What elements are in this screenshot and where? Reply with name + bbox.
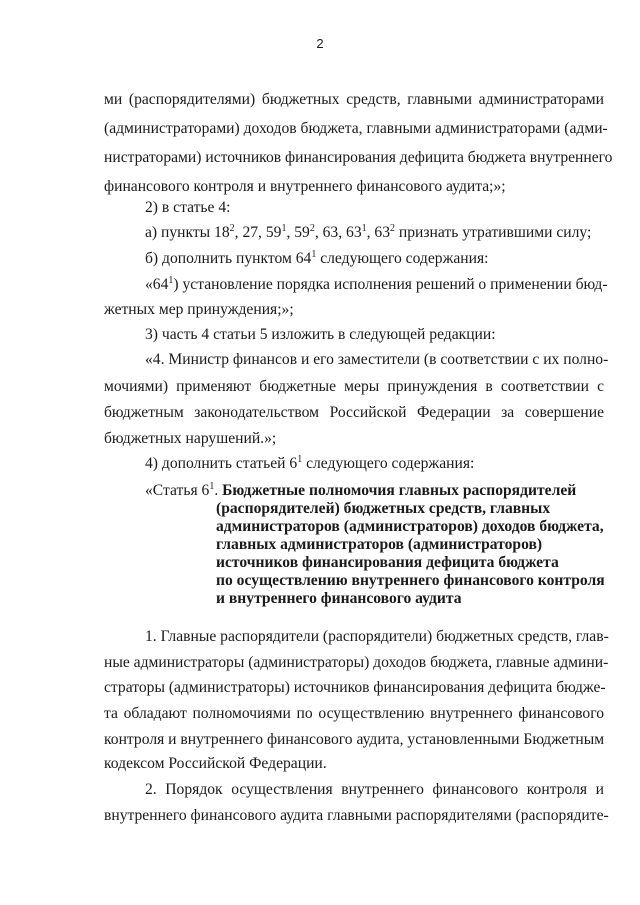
- article-heading-line: (распорядителей) бюджетных средств, главных: [216, 500, 551, 517]
- article-heading-line: по осуществлению внутреннего финансового контроля: [216, 572, 605, 589]
- paragraph-line: 2) в статье 4:: [145, 199, 231, 216]
- article-heading-line: администраторов (администраторов) доходов бюджета,: [216, 518, 604, 535]
- article-heading-line: «Статья $6^1$. Бюджетные полномочия главных распорядителей: [145, 481, 577, 499]
- paragraph-line: та обладают полномочиями по осуществлению внутреннего финансового: [104, 705, 604, 722]
- paragraph-line: (администраторами) доходов бюджета, главными администраторами (адми-: [104, 120, 608, 137]
- paragraph-line: финансового контроля и внутреннего финансового аудита;»;: [104, 178, 506, 195]
- paragraph-line: «4. Министр финансов и его заместители (в соответствии с их полно-: [145, 351, 609, 368]
- paragraph-line: жетных мер принуждения;»;: [104, 301, 294, 318]
- paragraph-line: 4) дополнить статьей $6^1$ следующего содержания:: [145, 454, 475, 472]
- paragraph-line: внутреннего финансового аудита главными распорядителями (распорядите-: [104, 807, 609, 824]
- paragraph-line: бюджетных нарушений.»;: [104, 430, 277, 447]
- page-number: 2: [316, 36, 324, 51]
- paragraph-line: страторы (администраторы) источников финансирования дефицита бюдже-: [104, 679, 606, 696]
- paragraph-line: ми (распорядителями) бюджетных средств, главными администраторами: [104, 91, 604, 108]
- paragraph-line: «$64^1$) установление порядка исполнения решений о применении бюд-: [145, 275, 608, 293]
- paragraph-line: ные администраторы (администраторы) доходов бюджета, главные админи-: [104, 654, 609, 671]
- paragraph-line: контроля и внутреннего финансового аудита, установленными Бюджетным: [104, 731, 605, 748]
- paragraph-line: а) пункты $18^2$, 27, $59^1$, $59^2$, 63, $63^1$, $63^2$ признать утратившими силу;: [145, 223, 592, 241]
- article-heading-line: источников финансирования дефицита бюджета: [216, 554, 559, 571]
- paragraph-line: 2. Порядок осуществления внутреннего финансового контроля и: [145, 781, 604, 798]
- paragraph-line: 3) часть 4 статьи 5 изложить в следующей редакции:: [145, 326, 496, 343]
- paragraph-line: нистраторами) источников финансирования дефицита бюджета внутреннего: [104, 149, 613, 166]
- paragraph-line: б) дополнить пунктом $64^1$ следующего содержания:: [145, 249, 489, 267]
- article-heading-line: главных администраторов (администраторов): [216, 536, 543, 553]
- paragraph-line: бюджетным законодательством Российской Федерации за совершение: [104, 404, 604, 421]
- article-heading-line: и внутреннего финансового аудита: [216, 590, 462, 607]
- paragraph-line: мочиями) применяют бюджетные меры принуждения в соответствии с: [104, 378, 604, 395]
- paragraph-line: кодексом Российской Федерации.: [104, 755, 327, 772]
- paragraph-line: 1. Главные распорядители (распорядители) бюджетных средств, глав-: [145, 628, 609, 645]
